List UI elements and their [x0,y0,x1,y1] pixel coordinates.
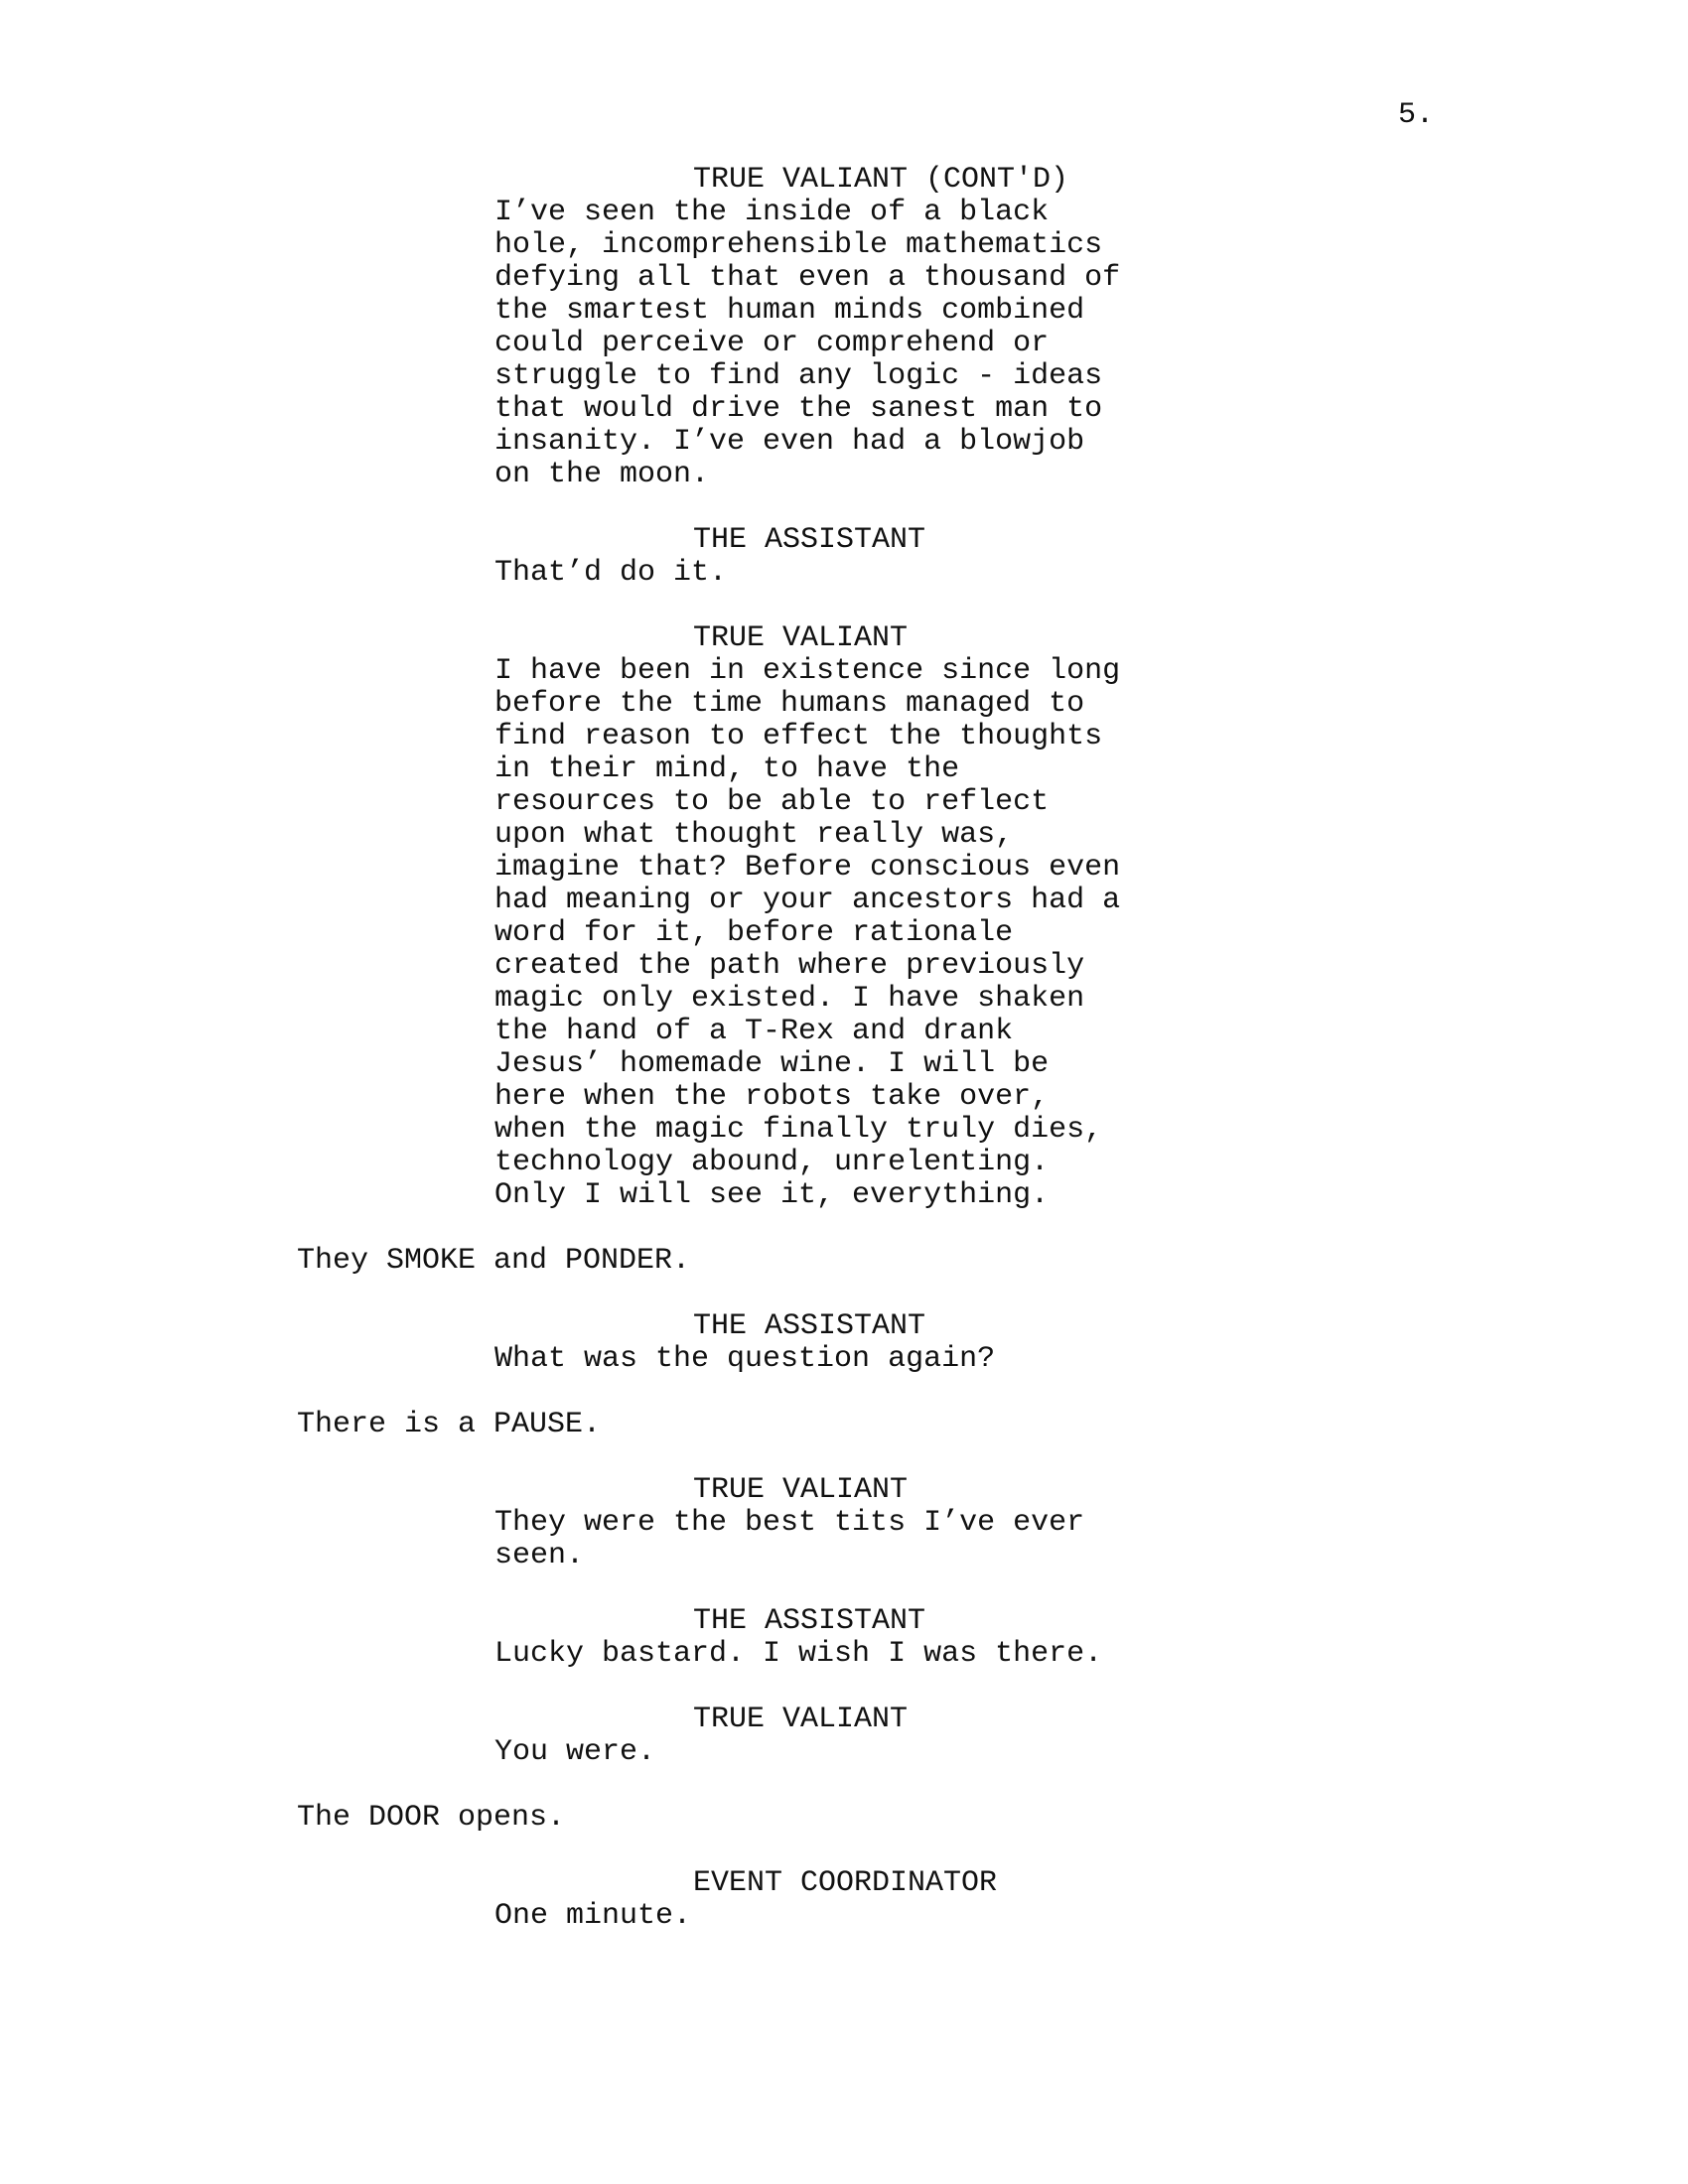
action-block [0,1802,1688,1835]
action-block [0,1245,1688,1278]
character-cue: THE ASSISTANT [693,1604,926,1638]
dialogue-text: One minute. [494,1899,692,1933]
dialogue-text: Lucky bastard. I wish I was there. [494,1637,1103,1671]
dialogue-block [0,1474,1688,1572]
character-cue: THE ASSISTANT [693,1309,926,1343]
script-body [0,164,1688,1966]
action-text: The DOOR opens. [297,1801,566,1835]
dialogue-block [0,1867,1688,1933]
character-cue: TRUE VALIANT (CONT'D) [693,163,1069,197]
dialogue-block [0,1704,1688,1769]
dialogue-block [0,622,1688,1212]
action-text: There is a PAUSE. [297,1408,602,1441]
action-block [0,1409,1688,1441]
dialogue-block [0,1310,1688,1376]
character-cue: THE ASSISTANT [693,523,926,557]
action-text: They SMOKE and PONDER. [297,1244,691,1278]
dialogue-text: You were. [494,1735,656,1769]
dialogue-text: I’ve seen the inside of a black hole, incomprehensible mathematics defying all that even a thousand of the smartest human minds combined could perceive or comprehend or struggle to find any logic - ideas that would drive the sanest man to insanity. I’ve even had a blowjob on the moon. [494,196,1121,491]
dialogue-text: They were the best tits I’ve ever seen. [494,1506,1085,1572]
dialogue-text: What was the question again? [494,1342,996,1376]
character-cue: EVENT COORDINATOR [693,1866,998,1900]
page-number: 5. [1398,98,1435,132]
dialogue-text: That’d do it. [494,556,728,590]
character-cue: TRUE VALIANT [693,1703,909,1736]
character-cue: TRUE VALIANT [693,621,909,655]
dialogue-block [0,1605,1688,1671]
character-cue: TRUE VALIANT [693,1473,909,1507]
dialogue-block [0,164,1688,491]
dialogue-block [0,524,1688,590]
dialogue-text: I have been in existence since long before the time humans managed to find reason to effect the thoughts in their mind, to have the resources to be able to reflect upon what thought really was, imagine that? Before conscious even had meaning or your ancestors had a word for it, before rationale created the path where previously magic only existed. I have shaken the hand of a T-Rex and drank Jesus’ homemade wine. I will be here when the robots take over, when the magic finally truly dies, technology abound, unrelenting. Only I will see it, everything. [494,654,1121,1212]
